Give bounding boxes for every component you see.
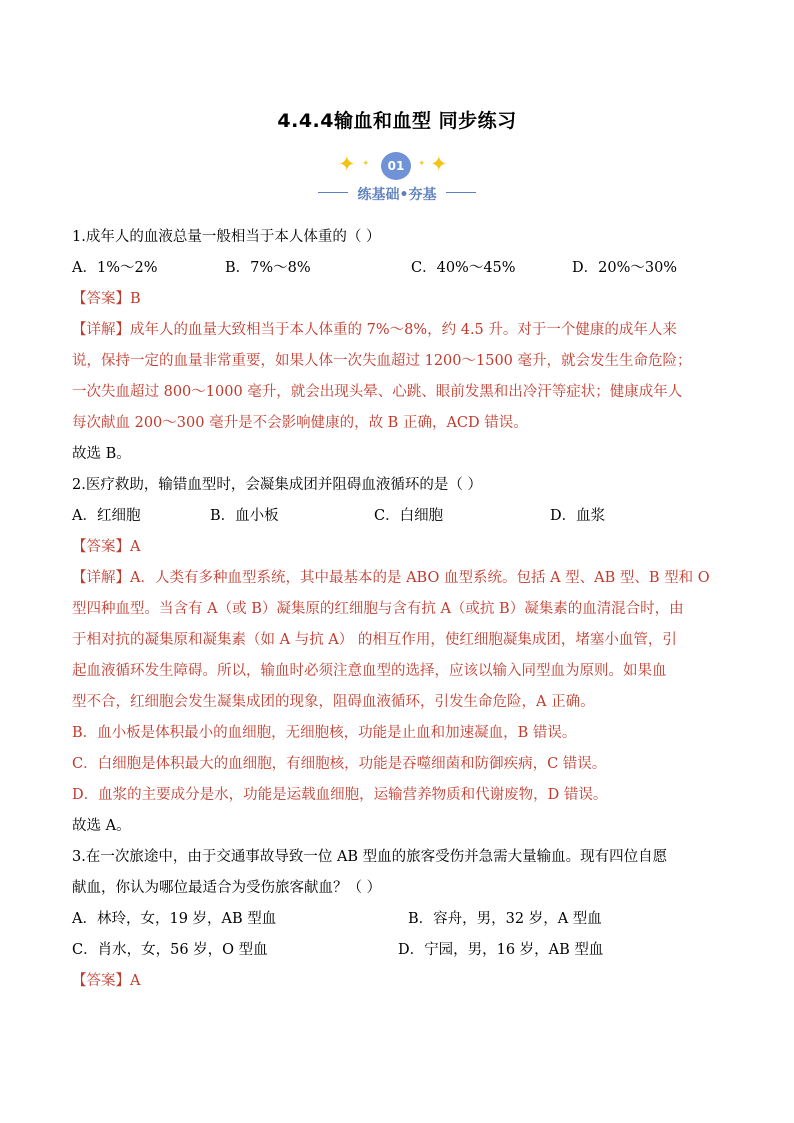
detail-line: 每次献血 200～300 毫升是不会影响健康的，故 B 正确，ACD 错误。 <box>72 415 528 431</box>
detail-tag: 【详解】 <box>72 570 130 586</box>
option-row <box>72 501 722 532</box>
detail-line: 说，保持一定的血量非常重要，如果人体一次失血超过 1200～1500 毫升，就会发生生命危险； <box>72 353 692 369</box>
question-stem: 1.成年人的血液总量一般相当于本人体重的（ ） <box>72 229 381 245</box>
question-content <box>72 222 722 997</box>
option-row <box>72 935 722 966</box>
page-title: 4.4.4输血和血型 同步练习 <box>277 110 517 132</box>
detail-text: A．人类有多种血型系统，其中最基本的是 ABO 血型系统。包括 A 型、AB 型、B 型和 O <box>130 570 710 586</box>
option-row <box>72 253 722 284</box>
detail-line: 型不合，红细胞会发生凝集成团的现象，阻碍血液循环，引发生命危险，A 正确。 <box>72 694 595 710</box>
option-c: C．肖水，女，56 岁，O 型血 <box>72 942 268 958</box>
sparkle-star-icon: ✦ <box>362 159 370 169</box>
detail-text: 成年人的血量大致相当于本人体重的 7%～8%，约 4.5 升。对于一个健康的成年人来 <box>130 322 677 338</box>
question-stem: 献血，你认为哪位最适合为受伤旅客献血？（ ） <box>72 880 382 896</box>
option-c: C．40%～45% <box>411 260 516 276</box>
option-d: D．20%～30% <box>572 260 678 276</box>
answer-tag: 【答案】 <box>72 539 130 555</box>
answer-line <box>72 532 722 563</box>
option-a: A．红细胞 <box>72 508 141 524</box>
detail-line <box>72 563 722 594</box>
question-stem: 3.在一次旅途中，由于交通事故导致一位 AB 型血的旅客受伤并急需大量输血。现有四位自愿 <box>72 849 668 865</box>
divider-right <box>446 192 476 193</box>
answer-value: A <box>130 539 141 555</box>
sparkle-star-icon: ✦ <box>430 152 448 176</box>
detail-line: 一次失血超过 800～1000 毫升，就会出现头晕、心跳、眼前发黑和出冷汗等症状；健康成年人 <box>72 384 683 400</box>
detail-line: 于相对抗的凝集原和凝集素（如 A 与抗 A） 的相互作用，使红细胞凝集成团，堵塞小血管，引 <box>72 632 677 648</box>
answer-tag: 【答案】 <box>72 973 130 989</box>
option-row <box>72 904 722 935</box>
detail-line: D．血浆的主要成分是水，功能是运载血细胞，运输营养物质和代谢废物，D 错误。 <box>72 787 608 803</box>
option-b: B．7%～8% <box>225 260 311 276</box>
detail-line: C．白细胞是体积最大的血细胞，有细胞核，功能是吞噬细菌和防御疾病，C 错误。 <box>72 756 607 772</box>
section-label: 练基础•夯基 <box>357 187 437 203</box>
answer-value: B <box>130 291 141 307</box>
option-d: D．血浆 <box>550 508 606 524</box>
conclusion: 故选 A。 <box>72 818 131 834</box>
option-b: B．血小板 <box>210 508 279 524</box>
option-d: D．宁园，男，16 岁，AB 型血 <box>398 942 604 958</box>
answer-line <box>72 284 722 315</box>
answer-line <box>72 966 722 997</box>
section-banner <box>300 148 494 208</box>
detail-line <box>72 315 722 346</box>
detail-line: 型四种血型。当含有 A（或 B）凝集原的红细胞与含有抗 A（或抗 B）凝集素的血清混合时，由 <box>72 601 684 617</box>
option-c: C．白细胞 <box>374 508 444 524</box>
sparkle-star-icon: ✦ <box>418 159 426 169</box>
option-a: A．林玲，女，19 岁，AB 型血 <box>72 911 277 927</box>
detail-line: B．血小板是体积最小的血细胞，无细胞核，功能是止血和加速凝血，B 错误。 <box>72 725 577 741</box>
conclusion: 故选 B。 <box>72 446 131 462</box>
question-stem: 2.医疗救助，输错血型时，会凝集成团并阻碍血液循环的是（ ） <box>72 477 482 493</box>
option-b: B．容舟，男，32 岁，A 型血 <box>408 911 602 927</box>
answer-value: A <box>130 973 141 989</box>
section-number-badge: 01 <box>381 152 411 180</box>
answer-tag: 【答案】 <box>72 291 130 307</box>
sparkle-star-icon: ✦ <box>338 152 356 176</box>
detail-tag: 【详解】 <box>72 322 130 338</box>
detail-line: 起血液循环发生障碍。所以，输血时必须注意血型的选择，应该以输入同型血为原则。如果血 <box>72 663 667 679</box>
option-a: A．1%～2% <box>72 260 158 276</box>
